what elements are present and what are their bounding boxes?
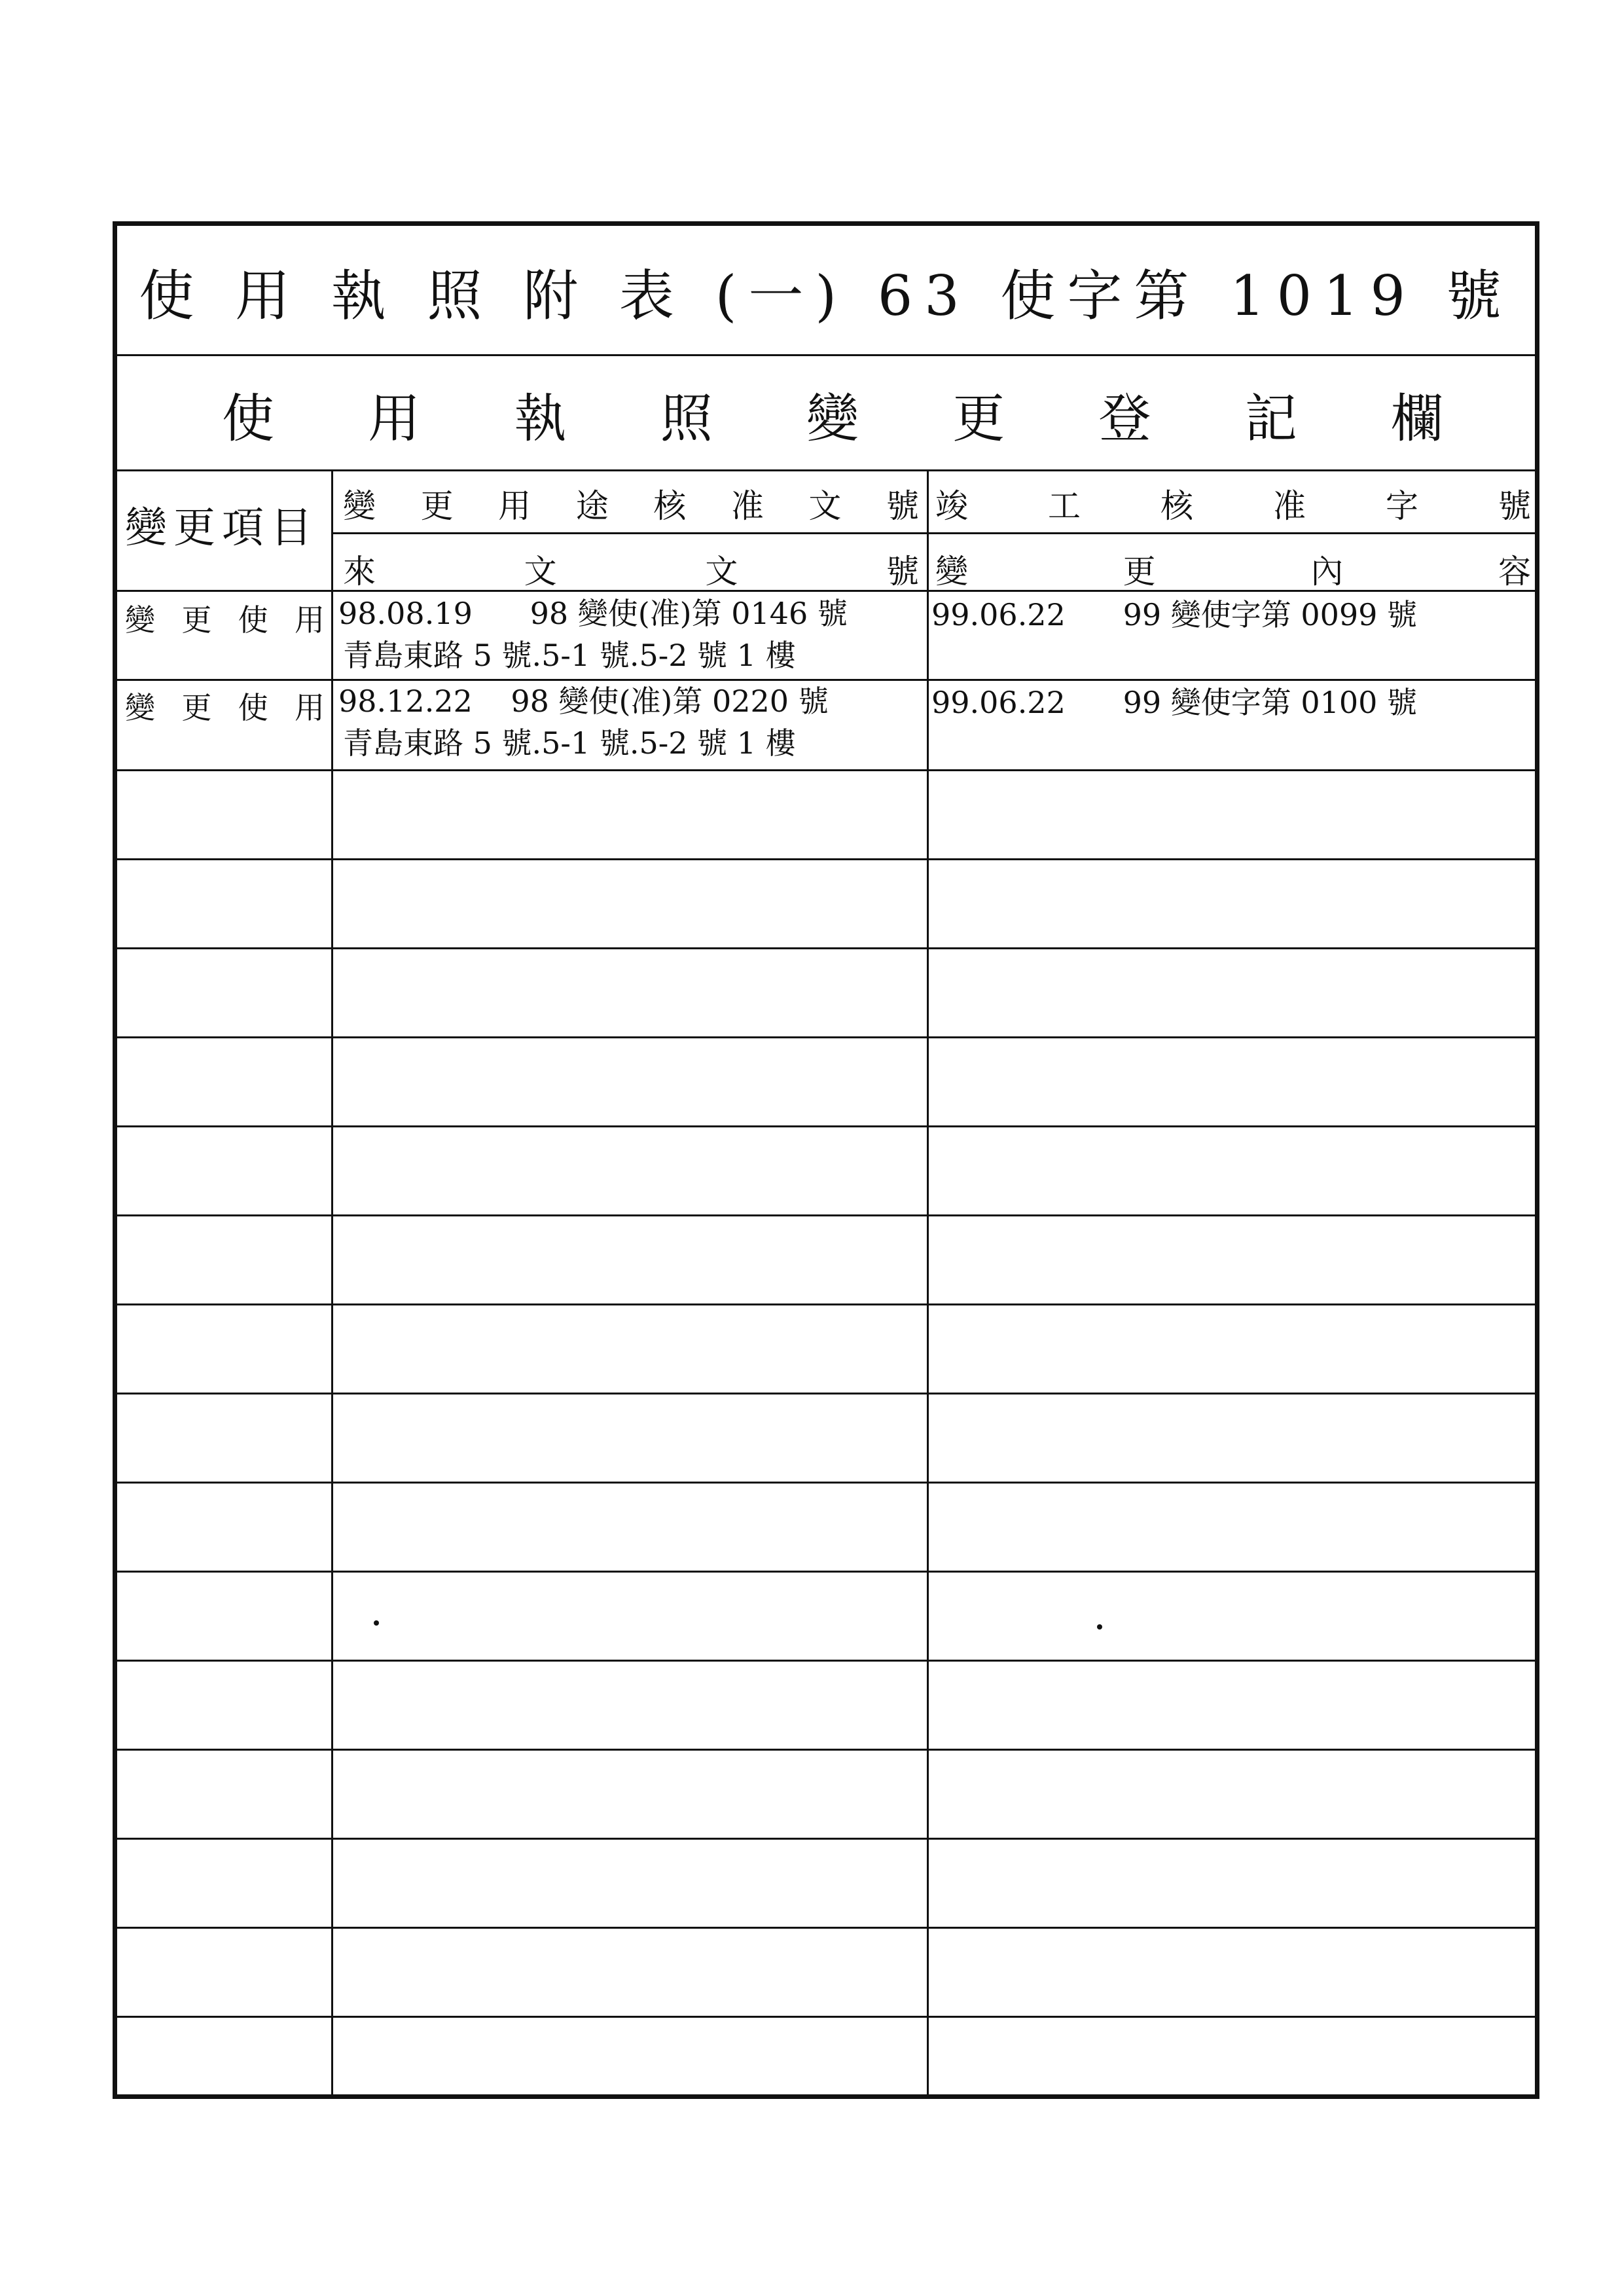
row-divider (117, 1036, 1535, 1038)
form-subtitle (222, 376, 1443, 452)
form-title: 使 用 執 照 附 表 (一) 63 使字第 1019 號 (139, 264, 1513, 328)
subtitle-char: 更 (952, 388, 1005, 449)
header-char: 准 (730, 487, 764, 525)
row-divider (117, 1482, 1535, 1484)
entry-left-line2: 青島東路 5 號.5-1 號.5-2 號 1 樓 (343, 725, 796, 761)
form-frame (113, 221, 1539, 2099)
subtitle-char: 使 (222, 388, 274, 449)
row-divider (117, 769, 1535, 771)
header-char: 工 (1048, 487, 1081, 525)
column-divider-2 (927, 469, 929, 2094)
item-char: 變 (125, 602, 155, 638)
header-char: 內 (1310, 553, 1344, 591)
subtitle-char: 欄 (1391, 388, 1443, 449)
item-char: 用 (294, 602, 325, 638)
entry-right-line1: 99.06.22 99 變使字第 0099 號 (931, 597, 1418, 632)
header-right-bottom (935, 545, 1531, 592)
header-char: 文 (705, 553, 738, 591)
header-mid-divider (333, 532, 1535, 534)
row-divider (117, 1749, 1535, 1751)
header-right-top (935, 480, 1531, 527)
header-char: 變 (343, 487, 376, 525)
header-char: 來 (343, 553, 376, 591)
column-divider-1 (331, 469, 333, 2094)
header-char: 容 (1498, 553, 1531, 591)
item-char: 變 (125, 690, 155, 725)
header-char: 文 (524, 553, 557, 591)
row-divider (117, 1838, 1535, 1840)
header-char: 更 (1123, 553, 1156, 591)
ink-dot (1097, 1624, 1102, 1630)
item-char: 使 (238, 602, 268, 638)
header-char: 用 (498, 487, 531, 525)
header-char: 號 (886, 487, 919, 525)
entry-left-line1: 98.08.19 98 變使(准)第 0146 號 (338, 596, 848, 631)
row-divider (117, 1927, 1535, 1929)
row-divider (117, 1125, 1535, 1127)
subtitle-char: 執 (514, 388, 567, 449)
entry-right-line1: 99.06.22 99 變使字第 0100 號 (931, 685, 1418, 720)
row-divider (117, 1571, 1535, 1573)
item-char: 更 (181, 602, 212, 638)
header-char: 核 (1160, 487, 1193, 525)
entry-item-label (125, 596, 325, 640)
header-left-top (343, 480, 919, 527)
row-label-header: 變更項目 (125, 504, 319, 553)
item-char: 用 (294, 690, 325, 725)
subtitle-char: 記 (1244, 388, 1297, 449)
row-divider (117, 1303, 1535, 1305)
entry-left-line2: 青島東路 5 號.5-1 號.5-2 號 1 樓 (343, 638, 796, 673)
row-divider (117, 858, 1535, 860)
header-char: 文 (808, 487, 842, 525)
row-divider (117, 1660, 1535, 1662)
subtitle-divider (117, 469, 1535, 471)
row-divider (117, 947, 1535, 949)
header-divider (117, 590, 1535, 592)
title-divider (117, 354, 1535, 356)
item-char: 使 (238, 690, 268, 725)
header-char: 號 (1498, 487, 1531, 525)
header-char: 核 (653, 487, 687, 525)
entry-left-line1: 98.12.22 98 變使(准)第 0220 號 (338, 683, 829, 719)
header-char: 准 (1273, 487, 1306, 525)
header-char: 變 (935, 553, 968, 591)
row-divider (117, 1393, 1535, 1394)
row-divider (117, 2016, 1535, 2018)
header-char: 竣 (935, 487, 968, 525)
item-char: 更 (181, 690, 212, 725)
header-char: 字 (1386, 487, 1418, 525)
subtitle-char: 照 (660, 388, 713, 449)
subtitle-char: 變 (806, 388, 859, 449)
row-divider (117, 1214, 1535, 1216)
subtitle-char: 登 (1098, 388, 1151, 449)
subtitle-char: 用 (368, 388, 421, 449)
header-left-bottom (343, 545, 919, 592)
header-char: 號 (886, 553, 919, 591)
entry-item-label (125, 684, 325, 727)
header-char: 途 (575, 487, 609, 525)
header-char: 更 (420, 487, 454, 525)
ink-dot (374, 1620, 379, 1626)
